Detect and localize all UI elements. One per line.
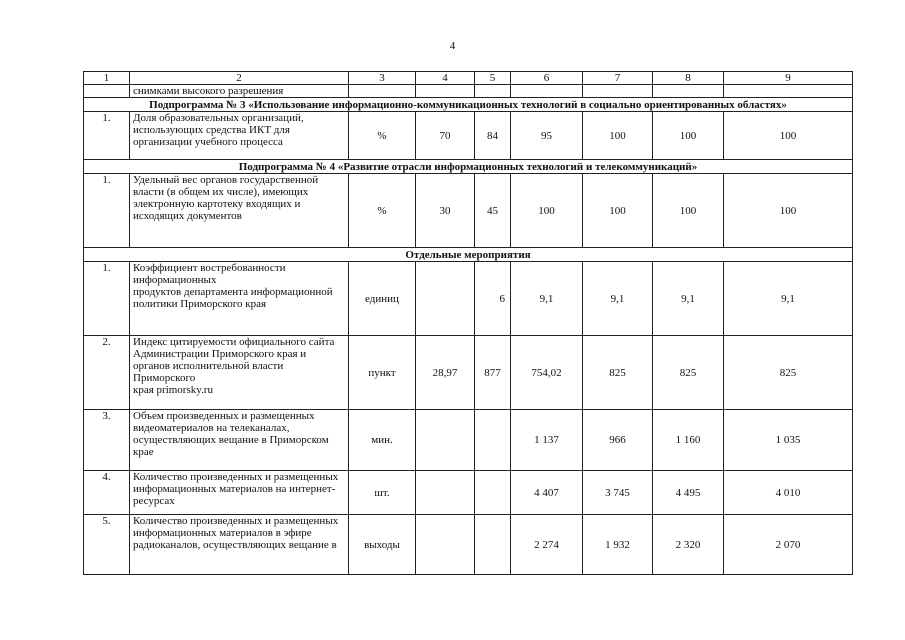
value-cell: 70 bbox=[416, 112, 475, 160]
indicator-text: снимками высокого разрешения bbox=[130, 85, 349, 98]
value-cell: 4 407 bbox=[511, 471, 583, 515]
value-cell: 9,1 bbox=[724, 262, 853, 336]
value-cell bbox=[475, 515, 511, 575]
indicator-text: Количество произведенных и размещенных информационных материалов в эфире радиоканалов, осуществляющих вещание в bbox=[130, 515, 349, 575]
value-cell: 84 bbox=[475, 112, 511, 160]
unit-cell: единиц bbox=[349, 262, 416, 336]
indicators-table bbox=[83, 71, 853, 575]
header-cell: 7 bbox=[583, 72, 653, 85]
value-cell: 2 320 bbox=[653, 515, 724, 575]
value-cell: 9,1 bbox=[583, 262, 653, 336]
value-cell: 4 495 bbox=[653, 471, 724, 515]
value-cell bbox=[416, 262, 475, 336]
indicator-text: Коэффициент востребованности информационных продуктов департамента информационной политики Приморского края bbox=[130, 262, 349, 336]
table-row bbox=[84, 262, 853, 336]
value-cell: 9,1 bbox=[511, 262, 583, 336]
header-cell: 3 bbox=[349, 72, 416, 85]
value-cell: 28,97 bbox=[416, 336, 475, 410]
unit-cell: % bbox=[349, 112, 416, 160]
indicator-text: Количество произведенных и размещенных информационных материалов на интернет-ресурсах bbox=[130, 471, 349, 515]
value-cell: 825 bbox=[653, 336, 724, 410]
table-row bbox=[84, 410, 853, 471]
unit-cell: шт. bbox=[349, 471, 416, 515]
table-row bbox=[84, 85, 853, 98]
value-cell bbox=[416, 471, 475, 515]
row-number: 5. bbox=[84, 515, 130, 575]
value-cell: 1 137 bbox=[511, 410, 583, 471]
header-cell: 4 bbox=[416, 72, 475, 85]
indicator-text: Объем произведенных и размещенных видеоматериалов на телеканалах, осуществляющих вещание в Приморском крае bbox=[130, 410, 349, 471]
table-row bbox=[84, 112, 853, 160]
section-heading-row bbox=[84, 248, 853, 262]
value-cell: 95 bbox=[511, 112, 583, 160]
header-cell: 6 bbox=[511, 72, 583, 85]
value-cell: 100 bbox=[653, 112, 724, 160]
value-cell: 100 bbox=[511, 174, 583, 248]
value-cell: 1 160 bbox=[653, 410, 724, 471]
value-cell: 2 274 bbox=[511, 515, 583, 575]
indicator-text: Удельный вес органов государственной власти (в общем их числе), имеющих электронную картотеку входящих и исходящих документов bbox=[130, 174, 349, 248]
header-cell: 1 bbox=[84, 72, 130, 85]
value-cell: 100 bbox=[653, 174, 724, 248]
page-number: 4 bbox=[449, 40, 456, 52]
value-cell: 100 bbox=[724, 174, 853, 248]
value-cell: 1 035 bbox=[724, 410, 853, 471]
value-cell bbox=[475, 471, 511, 515]
table-row bbox=[84, 174, 853, 248]
value-cell: 3 745 bbox=[583, 471, 653, 515]
value-cell: 9,1 bbox=[653, 262, 724, 336]
header-cell: 9 bbox=[724, 72, 853, 85]
row-number: 1. bbox=[84, 112, 130, 160]
section-title: Подпрограмма № 4 «Развитие отрасли информационных технологий и телекоммуникаций» bbox=[84, 160, 853, 174]
value-cell: 6 bbox=[475, 262, 511, 336]
header-cell: 2 bbox=[130, 72, 349, 85]
unit-cell: выходы bbox=[349, 515, 416, 575]
value-cell: 2 070 bbox=[724, 515, 853, 575]
section-title: Подпрограмма № 3 «Использование информационно-коммуникационных технологий в социально ориентированных областях» bbox=[84, 98, 853, 112]
header-row bbox=[84, 72, 853, 85]
value-cell: 4 010 bbox=[724, 471, 853, 515]
row-number: 4. bbox=[84, 471, 130, 515]
value-cell: 30 bbox=[416, 174, 475, 248]
indicator-text: Доля образовательных организаций, использующих средства ИКТ для организации учебного процесса bbox=[130, 112, 349, 160]
section-heading-row bbox=[84, 98, 853, 112]
value-cell: 877 bbox=[475, 336, 511, 410]
value-cell: 100 bbox=[724, 112, 853, 160]
section-heading-row bbox=[84, 160, 853, 174]
header-cell: 8 bbox=[653, 72, 724, 85]
unit-cell: мин. bbox=[349, 410, 416, 471]
row-number: 2. bbox=[84, 336, 130, 410]
value-cell bbox=[416, 410, 475, 471]
value-cell: 100 bbox=[583, 174, 653, 248]
value-cell bbox=[416, 515, 475, 575]
unit-cell: пункт bbox=[349, 336, 416, 410]
unit-cell: % bbox=[349, 174, 416, 248]
header-cell: 5 bbox=[475, 72, 511, 85]
value-cell: 825 bbox=[583, 336, 653, 410]
indicator-text: Индекс цитируемости официального сайта Администрации Приморского края и органов исполнительной власти Приморского края primorsky.ru bbox=[130, 336, 349, 410]
value-cell: 825 bbox=[724, 336, 853, 410]
value-cell: 45 bbox=[475, 174, 511, 248]
row-number: 1. bbox=[84, 174, 130, 248]
value-cell: 1 932 bbox=[583, 515, 653, 575]
value-cell: 966 bbox=[583, 410, 653, 471]
table-row bbox=[84, 336, 853, 410]
value-cell bbox=[475, 410, 511, 471]
row-number: 3. bbox=[84, 410, 130, 471]
section-title: Отдельные мероприятия bbox=[84, 248, 853, 262]
table-row bbox=[84, 471, 853, 515]
table-row bbox=[84, 515, 853, 575]
row-number: 1. bbox=[84, 262, 130, 336]
value-cell: 754,02 bbox=[511, 336, 583, 410]
value-cell: 100 bbox=[583, 112, 653, 160]
